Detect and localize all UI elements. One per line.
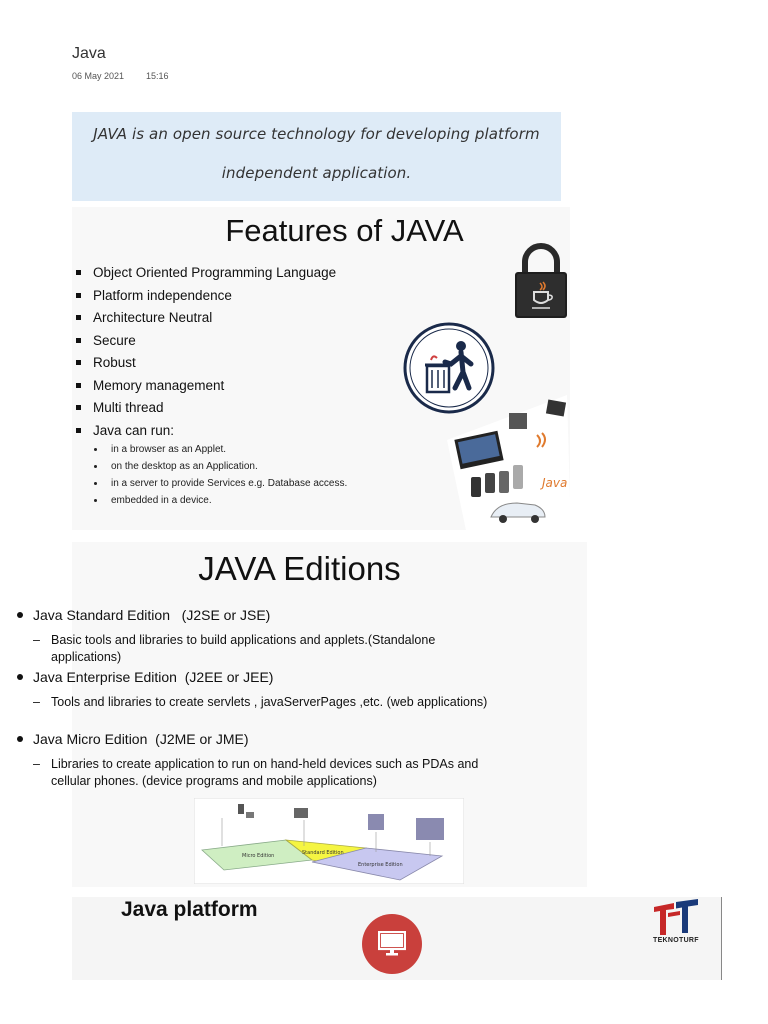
- svg-text:Java: Java: [542, 476, 568, 490]
- devices-collage: [447, 395, 570, 530]
- sub-feature-item: in a server to provide Services e.g. Database access.: [92, 478, 347, 495]
- java-platform-diagram: [194, 798, 464, 884]
- intro-callout: [72, 112, 561, 201]
- sub-feature-item: in a browser as an Applet.: [92, 444, 347, 461]
- note-date: 06 May 2021: [72, 71, 125, 81]
- monitor-icon: [378, 931, 406, 957]
- feature-item: Java can run:: [72, 422, 336, 445]
- features-list: [72, 264, 336, 444]
- sub-features-list: [92, 444, 347, 512]
- slide-title: Java platform: [121, 898, 258, 921]
- edition-description: – Tools and libraries to create servlets , javaServerPages ,etc. (web applications): [33, 695, 488, 709]
- features-slide: [72, 207, 570, 530]
- feature-item: Object Oriented Programming Language: [72, 264, 336, 287]
- feature-item: Secure: [72, 332, 336, 355]
- segment-label: Standard Edition: [302, 850, 344, 856]
- feature-item: Architecture Neutral: [72, 309, 336, 332]
- edition-item: Java Standard Edition (J2SE or JSE): [17, 607, 270, 623]
- feature-item: Multi thread: [72, 399, 336, 422]
- segment-label: Micro Edition: [242, 853, 275, 859]
- sub-feature-item: embedded in a device.: [92, 495, 347, 512]
- callout-line-2: independent application.: [221, 164, 412, 182]
- feature-item: Memory management: [72, 377, 336, 400]
- present-slideshow-button[interactable]: [362, 914, 422, 974]
- slide-title: JAVA Editions: [198, 550, 401, 587]
- segment-label: Enterprise Edition: [358, 862, 403, 868]
- note-title: Java: [72, 45, 106, 62]
- edition-description: – Basic tools and libraries to build applications and applets.(Standalone applications): [33, 633, 436, 664]
- teknoturf-logo: [652, 899, 700, 937]
- slide-title: Features of JAVA: [225, 213, 464, 248]
- callout-line-1: JAVA is an open source technology for developing platform: [93, 125, 540, 143]
- edition-item: Java Micro Edition (J2ME or JME): [17, 731, 249, 747]
- logo-text: TEKNOTURF: [653, 937, 699, 944]
- java-lock-icon: [515, 240, 567, 318]
- edition-item: Java Enterprise Edition (J2EE or JEE): [17, 669, 273, 685]
- editions-slide: [72, 542, 587, 887]
- feature-item: Robust: [72, 354, 336, 377]
- divider: [721, 897, 722, 980]
- sub-feature-item: on the desktop as an Application.: [92, 461, 347, 478]
- platform-slide: [72, 897, 722, 980]
- edition-description: – Libraries to create application to run on hand-held devices such as PDAs and cellular phones. (device programs and mobile applications): [33, 757, 479, 788]
- note-time: 15:16: [146, 71, 169, 81]
- feature-item: Platform independence: [72, 287, 336, 310]
